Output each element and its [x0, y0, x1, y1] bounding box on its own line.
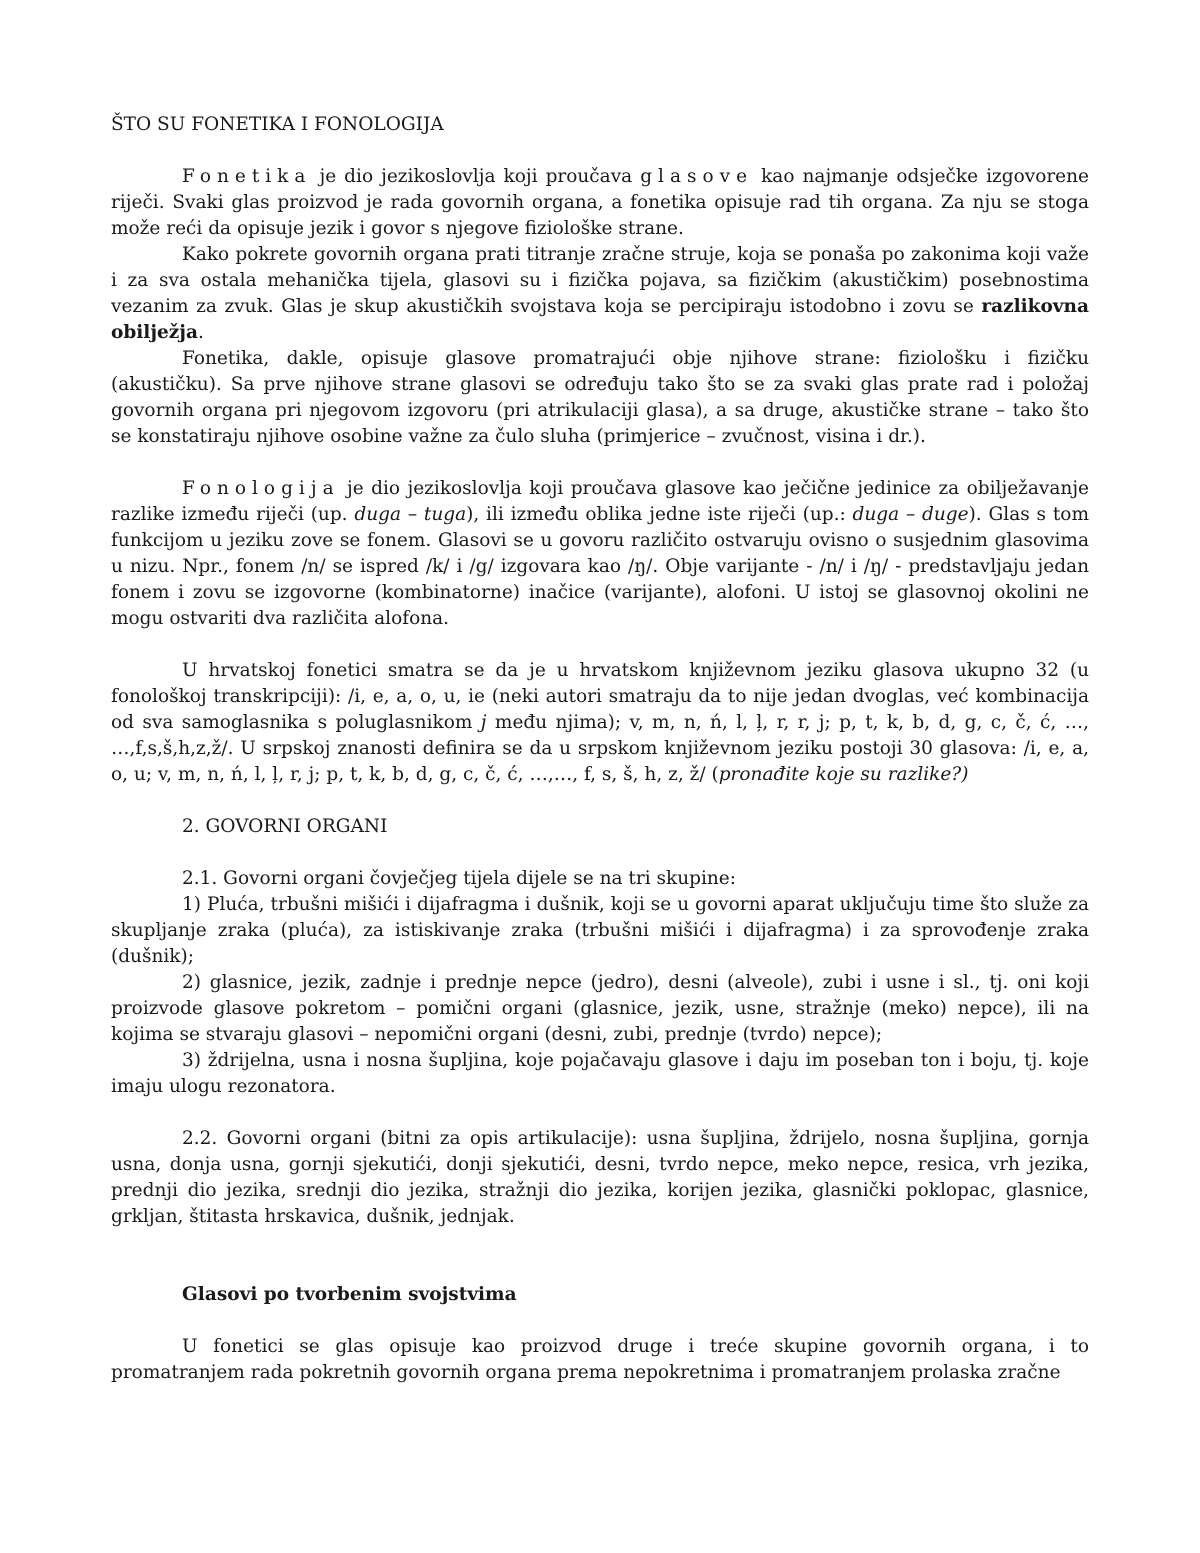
paragraph-fonologija	[111, 476, 1089, 632]
heading-glasovi-tvorbena: Glasovi po tvorbenim svojstvima	[182, 1284, 517, 1305]
list-item-3: 3) ždrijelna, usna i nosna šupljina, koje pojačavaju glasove i daju im poseban ton i boju, tj. koje imaju ulogu rezonatora.	[111, 1050, 1089, 1097]
section-2-1: 2.1. Govorni organi čovječjeg tijela dijele se na tri skupine:	[182, 868, 736, 889]
text-span: ). Glas s tom funkcijom u jeziku zove se fonem. Glasovi se u govoru različito ostvaruju ovisno o susjednim glasovima u nizu. Npr., fonem /n/ se ispred /k/ i /g/ izgovara kao /ŋ/. Obje varijante - /n/ i /ŋ/ - predstavljaju jedan fonem i zovu se izgovorne (kombinatorne) inačice (varijante), alofoni. U istoj se glasovnoj okolini ne mogu ostvariti dva različita alofona.	[111, 504, 1089, 629]
bold-term: razlikovna obilježja	[111, 296, 1089, 343]
term-fonetika: Fonetika	[182, 166, 312, 187]
text-span: ), ili između oblika jedne iste riječi (up.:	[466, 504, 853, 525]
spacer	[111, 840, 1089, 866]
spacer	[111, 1256, 1089, 1282]
text-span: Kako pokrete govornih organa prati titranje zračne struje, koja se ponaša po zakonima koji važe i za sva ostala mehanička tijela, glasovi su i fizička pojava, sa fizičkim (akustičkim) posebnostima vezanim za zvuk. Glas je skup akustičkih svojstava koja se percipiraju istodobno i zovu se	[111, 244, 1089, 317]
section-heading-govorni-organi: 2. GOVORNI ORGANI	[182, 816, 388, 837]
paragraph-fonetika-dakle: Fonetika, dakle, opisuje glasove promatrajući obje njihove strane: fiziološku i fizičku (akustičku). Sa prve njihove strane glasovi se određuju tako što se za svaki glas prate rad i položaj govornih organa pri njegovom izgovoru (pri atrikulaciji glasa), a sa druge, akustičke strane – tako što se konstatiraju njihove osobine važne za čulo sluha (primjerice – zvučnost, visina i dr.).	[111, 348, 1089, 447]
spacer	[111, 788, 1089, 814]
paragraph-last: U fonetici se glas opisuje kao proizvod druge i treće skupine govornih organa, i to promatranjem rada pokretnih govornih organa prema nepokretnima i promatranjem prolaska zračne	[111, 1336, 1089, 1383]
spacer	[111, 1308, 1089, 1334]
example: duga – duge	[852, 504, 969, 525]
document-page	[111, 112, 1089, 1386]
term-fonologija: Fonologija	[182, 478, 340, 499]
text-span: U hrvatskoj fonetici smatra se da je u hrvatskom književnom jeziku glasova ukupno 32 (u fonološkoj transkripciji): /i, e, a, o, u, ie (neki autori smatraju da to nije jedan dvoglas, već kombinacija od sva samoglasnika s poluglasnikom	[111, 660, 1089, 733]
italic-j: j	[480, 712, 487, 733]
text-span: među njima); v, m, n, ń, l, ļ, r, r, j; p, t, k, b, d, g, c, č, ć, …, …,f,s,š,h,z,ž/. U srpskoj znanosti definira se da u srpskom književnom jeziku postoji 30 glasova: /i, e, a, o, u; v, m, n, ń, l, ļ, r, j; p, t, k, b, d, g, c, č, ć, …,…, f, s, š, h, z, ž/ (	[111, 712, 1089, 785]
paragraph-akustika	[111, 242, 1089, 346]
spacer	[111, 1100, 1089, 1126]
text-span: je dio jezikoslovlja koji proučava	[311, 166, 641, 187]
spacer	[111, 1230, 1089, 1256]
text-span: je dio jezikoslovlja koji proučava glasove kao ječične jedinice za obilježavanje razlike između riječi (up.	[111, 478, 1089, 525]
paragraph-fonetika	[111, 164, 1089, 242]
text-span: kao najmanje odsječke izgovorene riječi. Svaki glas proizvod je rada govornih organa, a fonetika opisuje rad tih organa. Za nju se stoga može reći da opisuje jezik i govor s njegove fiziološke strane.	[111, 166, 1089, 239]
section-2-2: 2.2. Govorni organi (bitni za opis artikulacije): usna šupljina, ždrijelo, nosna šupljina, gornja usna, donja usna, gornji sjekutići, donji sjekutići, desni, tvrdo nepce, meko nepce, resica, vrh jezika, prednji dio jezika, srednji dio jezika, stražnji dio jezika, korijen jezika, glasnički poklopac, glasnice, grkljan, štitasta hrskavica, dušnik, jednjak.	[111, 1128, 1089, 1227]
example: duga – tuga	[354, 504, 467, 525]
paragraph-hrvatska-fonetika	[111, 658, 1089, 788]
spacer	[111, 450, 1089, 476]
term-glasove: glasove	[640, 166, 754, 187]
spacer	[111, 632, 1089, 658]
question: pronađite koje su razlike?)	[718, 764, 969, 785]
list-item-2: 2) glasnice, jezik, zadnje i prednje nepce (jedro), desni (alveole), zubi i usne i sl., tj. oni koji proizvode glasove pokretom – pomični organi (glasnice, jezik, usne, stražnje (meko) nepce), ili na kojima se stvaraju glasovi – nepomični organi (desni, zubi, prednje (tvrdo) nepce);	[111, 972, 1089, 1045]
text-span: .	[197, 322, 204, 343]
list-item-1: 1) Pluća, trbušni mišići i dijafragma i dušnik, koji se u govorni aparat uključuju time što služe za skupljanje zraka (pluća), za istiskivanje zraka (trbušni mišići i dijafragma) i za sprovođenje zraka (dušnik);	[111, 894, 1089, 967]
document-title: ŠTO SU FONETIKA I FONOLOGIJA	[111, 114, 444, 135]
